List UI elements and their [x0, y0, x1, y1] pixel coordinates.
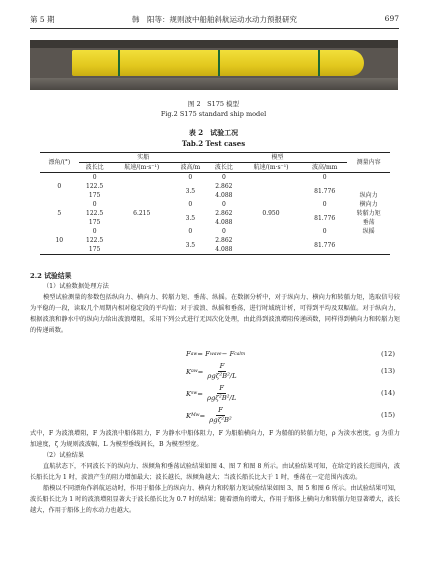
cell: 122.5 [86, 237, 104, 244]
cell: 175 [88, 219, 101, 226]
cell: 0 [221, 201, 226, 208]
cell: 2.862 [215, 237, 233, 244]
measure-item: 纵向力 [359, 192, 378, 199]
header-drift: 漂角/(°) [40, 153, 79, 173]
cell: 4.088 [215, 192, 233, 199]
section-heading: 2.2 试验结果 [30, 272, 72, 280]
body-text-1 [30, 281, 400, 336]
towing-rail [30, 40, 398, 48]
cell: 0 [221, 228, 226, 235]
header-height: 波高/mm [302, 163, 347, 173]
ship-model-photo [30, 40, 398, 90]
equation-number: (12) [381, 350, 395, 358]
eq-rhs: = F [197, 350, 210, 358]
header-model: 模型 [208, 153, 347, 163]
equation-13: K aw = $\frac{F}{\text{ρgζ²B²/L}}$ (13) [186, 362, 395, 380]
cell-model-speed: 0.950 [262, 210, 280, 217]
measure-item: 垂荡 [362, 219, 375, 226]
eq-numerator: F [219, 362, 225, 370]
cell: 3.5 [185, 214, 196, 222]
measure-item: 横向力 [359, 201, 378, 208]
cell-real-speed: 6.215 [133, 210, 151, 217]
paragraph: 直航状态下，不同波长下的纵向力、纵倾角和垂荡试验结果如图 4、图 7 和图 8 所示。由试验结果可知，在给定的波长范围内，波长船长比为 1 时，波浪产生的阻力增加最大；波长越长，纵倾角越大；当波长船长比大于 1 时，垂荡在一定范围内波动。 [30, 463, 400, 481]
cell-drift: 0 [57, 183, 62, 190]
cell-measure [347, 173, 390, 255]
cell: 2.862 [215, 210, 233, 217]
figure-caption-cn: 图 2 S175 模型 [187, 100, 240, 108]
header-speed: 航速/(m·s⁻¹) [240, 163, 302, 173]
paragraph: 船模以不同漂角作斜航运动时，作用于船体上的纵向力、横向力和转艏力矩试验结果如图 3、图 5 和图 6 所示。由试验结果可知，波长船长比为 1 时的波浪增阻显著大于波长船长比为 0.7 时的结果；随着漂角的增大，作用于船体上横向力和转艏力矩显著增大，波长越大，作用于船体上的水动力也越大。 [30, 485, 400, 514]
paragraph: 模型试验测量的参数包括纵向力、横向力、转艏力矩、垂荡、纵摇。在数据分析中，对于纵向力、横向力和转艏力矩，选取信号较为平稳的一段，读取几个周期内相对稳定段的平均值；对于波浪、纵摇和垂荡，进行时域统计析，可得到平均及双幅值。对于纵向力，根据波浪和静水中的纵向力给出波浪增阻，采用下列公式进行无因次化处理，由此得到波浪增阻传递函数，同样得到横向力和转艏力矩的传递函数。 [30, 294, 400, 334]
cell: 0 [188, 174, 193, 181]
cell: 0 [92, 174, 97, 181]
eq-tail: − F [221, 350, 235, 358]
cell: 3.5 [185, 187, 196, 195]
cell: 0 [92, 228, 97, 235]
cell: 122.5 [86, 183, 104, 190]
water-surface [30, 78, 398, 90]
paragraph: 式中，F 为波浪增阻，F 为波浪中船体阻力，F 为静水中船体阻力，F 为船舶横向力，F 为船舶的转艏力矩，ρ 为淡水密度，g 为重力加速度，ζ 为规则波波幅，L 为模型垂线间长，B 为模型型宽。 [30, 430, 400, 448]
eq-numerator: F [218, 406, 223, 414]
cell: 0 [188, 201, 193, 208]
cell: 81.776 [302, 236, 347, 255]
header-ratio: 波长比 [79, 163, 111, 173]
eq-numerator: F [219, 384, 224, 392]
cell: 81.776 [314, 187, 336, 195]
equation-14: K sw = $\frac{F}{\text{ρgζ²B²/L}}$ (14) [186, 384, 395, 402]
hull-marker [118, 50, 120, 76]
cell: 0 [188, 228, 193, 235]
subheading: （1）试验数据处理方法 [43, 283, 109, 290]
cell: 0 [92, 201, 97, 208]
cell: 0 [322, 201, 327, 208]
header-measure: 测量内容 [347, 153, 390, 173]
body-text-2 [30, 428, 400, 516]
eq-denominator: ρgζ²B² [209, 416, 232, 424]
header-height: 波高/m [173, 163, 208, 173]
equation-12: F aw = F wave − F calm (12) [186, 350, 395, 358]
figure-caption-en: Fig.2 S175 standard ship model [160, 110, 267, 118]
running-title: 韩 阳等：规则波中船舶斜航运动水动力预报研究 [132, 15, 297, 24]
equation-number: (13) [381, 367, 395, 375]
cell: 0 [221, 174, 226, 181]
cell: 0 [322, 228, 327, 235]
table-title-en: Tab.2 Test cases [181, 139, 246, 148]
measure-item: 纵摇 [362, 228, 375, 235]
header-ratio: 波长比 [208, 163, 240, 173]
hull-marker [218, 50, 220, 76]
equation-15: K Mw = $\frac{F}{\text{ρgζ²B²}}$ (15) [186, 406, 395, 424]
equation-number: (14) [381, 389, 395, 397]
eq-denominator: ρgζ²B²/L [207, 372, 237, 380]
cell-drift: 10 [40, 227, 79, 255]
eq-lhs: F [186, 350, 191, 358]
cell: 175 [79, 245, 111, 255]
cell: 4.088 [215, 219, 233, 226]
running-header [30, 14, 399, 26]
cell: 81.776 [314, 214, 336, 222]
header-rule [30, 28, 399, 29]
equation-number: (15) [381, 411, 395, 419]
subheading: （2）试验结果 [43, 452, 85, 459]
cell: 4.088 [208, 245, 240, 255]
cell: 2.862 [215, 183, 233, 190]
test-cases-table [40, 152, 390, 255]
cell: 0 [322, 174, 327, 181]
page-number: 697 [384, 14, 399, 23]
issue-number: 第 5 期 [30, 15, 55, 24]
hull-marker [318, 50, 320, 76]
cell-drift: 5 [57, 210, 62, 217]
header-speed: 航速/(m·s⁻¹) [111, 163, 173, 173]
cell: 175 [88, 192, 101, 199]
eq-denominator: ρgζ²B²/L [206, 394, 237, 402]
header-real-ship: 实船 [79, 153, 208, 163]
measure-item: 转艏力矩 [356, 210, 381, 217]
table-title-cn: 表 2 试验工况 [188, 128, 239, 137]
cell: 3.5 [173, 236, 208, 255]
cell: 122.5 [86, 210, 104, 217]
